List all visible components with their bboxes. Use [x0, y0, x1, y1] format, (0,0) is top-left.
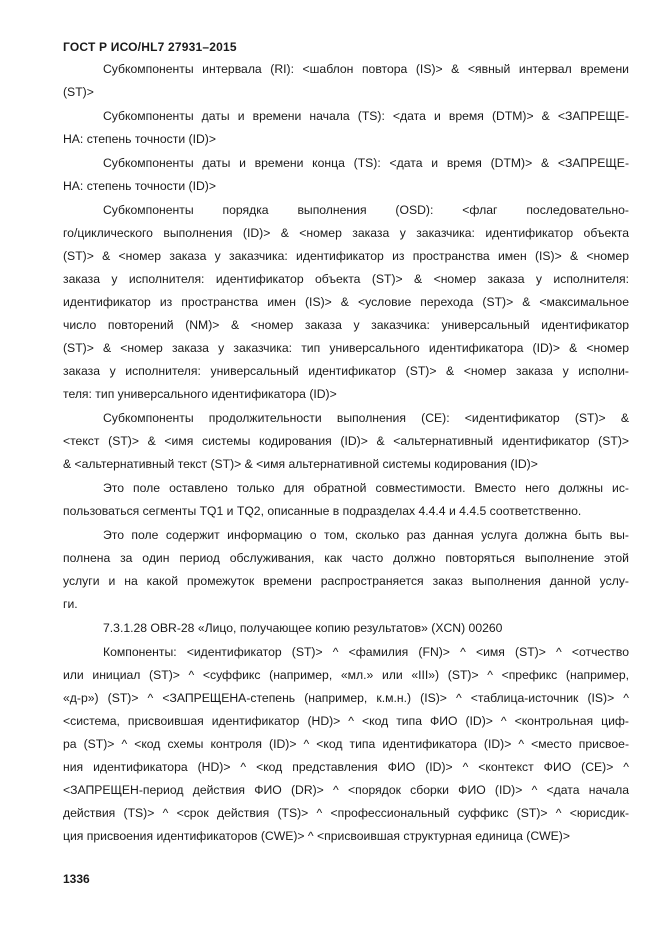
text-line: Субкомпоненты интервала (RI): <шаблон повтора (IS)> & <явный интервал времени	[103, 62, 629, 76]
text-line: ра (ST)> ^ <код схемы контроля (ID)> ^ <код типа идентификатора (ID)> ^ <место присвое-	[63, 737, 629, 751]
text-line: «д-р») (ST)> ^ <ЗАПРЕЩЕНА-степень (например, к.м.н.) (IS)> ^ <таблица-источник (IS)> ^	[63, 691, 629, 705]
text-line: пользоваться сегменты TQ1 и TQ2, описанные в подразделах 4.4.4 и 4.4.5 соответственно.	[63, 504, 582, 518]
paragraph	[63, 617, 629, 640]
text-line: заказа у исполнителя: универсальный идентификатор (ST)> & <номер заказа у исполни-	[63, 364, 629, 378]
text-line: НА: степень точности (ID)>	[63, 132, 216, 146]
text-line: го/циклического выполнения (ID)> & <номер заказа у заказчика: идентификатор объекта	[63, 226, 629, 240]
text-line: полнена за один период обслуживания, как часто должно повторяться выполнение этой	[63, 551, 629, 565]
text-line: заказа у исполнителя: идентификатор объекта (ST)> & <номер заказа у исполнителя:	[63, 272, 629, 286]
text-line: теля: тип универсального идентификатора (ID)>	[63, 387, 337, 401]
text-line: Субкомпоненты продолжительности выполнения (CE): <идентификатор (ST)> &	[103, 411, 629, 425]
paragraph	[63, 152, 629, 198]
text-line: & <альтернативный текст (ST)> & <имя альтернативной системы кодирования (ID)>	[63, 457, 538, 471]
text-line: Субкомпоненты даты и времени конца (TS): <дата и время (DTM)> & <ЗАПРЕЩЕ-	[103, 156, 629, 170]
text-line: услуги и на какой промежуток времени распространяется заказ выполнения данной услу-	[63, 574, 629, 588]
paragraph	[63, 407, 629, 476]
paragraph	[63, 199, 629, 406]
paragraph	[63, 105, 629, 151]
paragraph	[63, 477, 629, 523]
text-line: (ST)>	[63, 85, 94, 99]
running-header: ГОСТ Р ИСО/HL7 27931–2015	[63, 40, 237, 54]
text-line: <ЗАПРЕЩЕН-период действия ФИО (DR)> ^ <порядок сборки ФИО (ID)> ^ <дата начала	[63, 783, 629, 797]
paragraph	[63, 524, 629, 616]
text-line: действия (TS)> ^ <срок действия (TS)> ^ <профессиональный суффикс (ST)> ^ <юрисдик-	[63, 806, 629, 820]
text-line: Это поле оставлено только для обратной совместимости. Вместо него должны ис-	[103, 481, 629, 495]
text-line: 7.3.1.28 OBR-28 «Лицо, получающее копию результатов» (XCN) 00260	[103, 621, 503, 635]
text-line: Субкомпоненты порядка выполнения (OSD): <флаг последовательно-	[103, 203, 629, 217]
text-line: <текст (ST)> & <имя системы кодирования (ID)> & <альтернативный идентификатор (ST)>	[63, 434, 629, 448]
paragraph	[63, 58, 629, 104]
text-line: идентификатор из пространства имен (IS)> & <условие перехода (ST)> & <максимальное	[63, 295, 629, 309]
text-line: ги.	[63, 597, 78, 611]
text-line: НА: степень точности (ID)>	[63, 179, 216, 193]
page-body	[63, 58, 629, 849]
text-line: (ST)> & <номер заказа у заказчика: идентификатор из пространства имен (IS)> & <номер	[63, 249, 629, 263]
text-line: (ST)> & <номер заказа у заказчика: тип универсального идентификатора (ID)> & <номер	[63, 341, 629, 355]
text-line: ния идентификатора (HD)> ^ <код представления ФИО (ID)> ^ <контекст ФИО (CE)> ^	[63, 760, 629, 774]
text-line: ция присвоения идентификаторов (CWE)> ^ <присвоившая структурная единица (CWE)>	[63, 829, 570, 843]
text-line: Это поле содержит информацию о том, сколько раз данная услуга должна быть вы-	[103, 528, 629, 542]
text-line: Субкомпоненты даты и времени начала (TS): <дата и время (DTM)> & <ЗАПРЕЩЕ-	[103, 109, 629, 123]
paragraph	[63, 641, 629, 848]
text-line: Компоненты: <идентификатор (ST)> ^ <фамилия (FN)> ^ <имя (ST)> ^ <отчество	[103, 645, 629, 659]
text-line: <система, присвоившая идентификатор (HD)> ^ <код типа ФИО (ID)> ^ <контрольная циф-	[63, 714, 629, 728]
text-line: число повторений (NM)> & <номер заказа у заказчика: универсальный идентификатор	[63, 318, 629, 332]
page-number: 1336	[63, 872, 90, 886]
text-line: или инициал (ST)> ^ <суффикс (например, «мл.» или «III») (ST)> ^ <префикс (например,	[63, 668, 629, 682]
